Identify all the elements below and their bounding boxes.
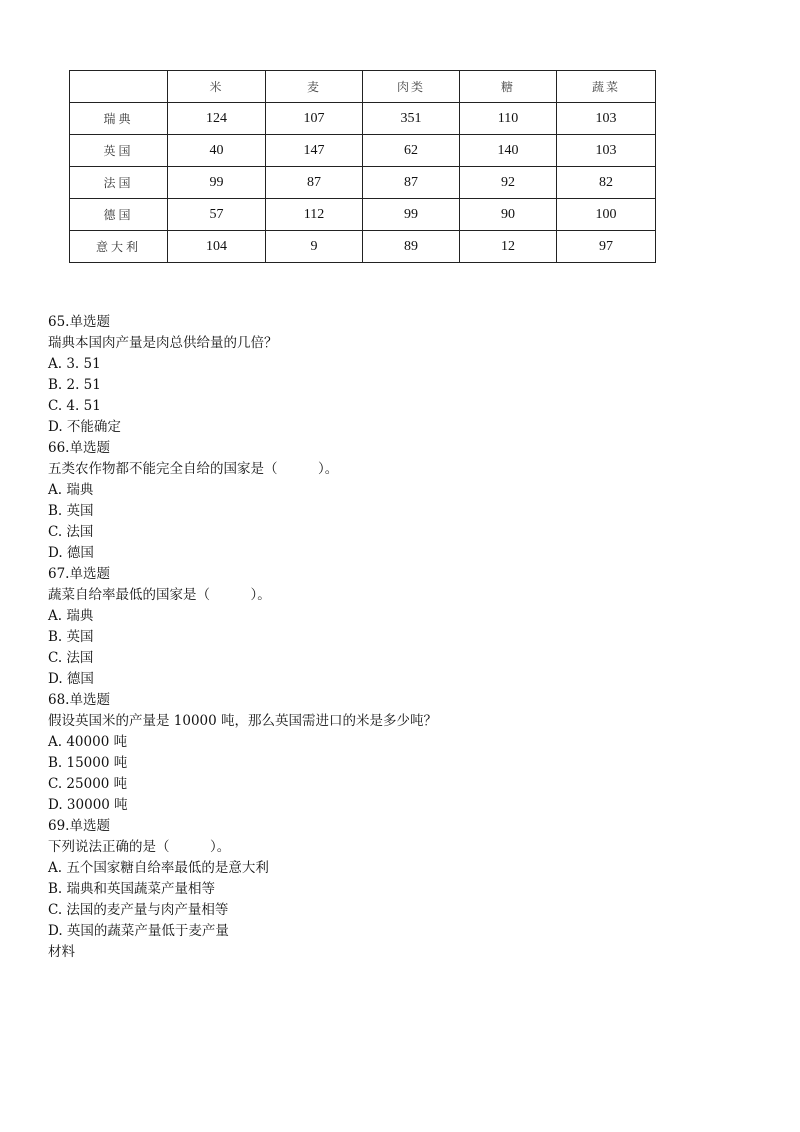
table-cell: 90: [460, 199, 557, 231]
table-cell: 9: [266, 231, 363, 263]
table-row: [70, 231, 656, 263]
answer-option: D. 德国: [48, 671, 94, 687]
answer-option: D. 不能确定: [48, 419, 121, 435]
question-stem: 五类农作物都不能完全自给的国家是（ ）。: [48, 461, 339, 477]
table-row-header: 瑞典: [70, 103, 168, 135]
table-header-cell: 麦: [266, 71, 363, 103]
table-row: [70, 135, 656, 167]
table-header-row: [70, 71, 656, 103]
table-cell: 40: [168, 135, 266, 167]
table-cell: 110: [460, 103, 557, 135]
question-stem: 蔬菜自给率最低的国家是（ ）。: [48, 587, 271, 603]
table-cell: 82: [557, 167, 656, 199]
question-number: 68.单选题: [48, 692, 110, 708]
table-cell: 12: [460, 231, 557, 263]
table-row-header: 法国: [70, 167, 168, 199]
table-header-cell: 肉类: [363, 71, 460, 103]
table-cell: 92: [460, 167, 557, 199]
table-cell: 107: [266, 103, 363, 135]
question-stem: 假设英国米的产量是 10000 吨，那么英国需进口的米是多少吨？: [48, 713, 438, 729]
table-row: [70, 167, 656, 199]
table-cell: 89: [363, 231, 460, 263]
answer-option: A. 3. 51: [48, 356, 101, 372]
table-cell: 87: [363, 167, 460, 199]
answer-option: B. 15000 吨: [48, 755, 128, 771]
table-cell: 140: [460, 135, 557, 167]
table-row-header: 德国: [70, 199, 168, 231]
table-cell: 124: [168, 103, 266, 135]
table-cell: 99: [363, 199, 460, 231]
answer-option: A. 瑞典: [48, 608, 94, 624]
table-cell: 112: [266, 199, 363, 231]
answer-option: C. 法国: [48, 524, 94, 540]
question-number: 67.单选题: [48, 566, 110, 582]
answer-option: C. 法国的麦产量与肉产量相等: [48, 902, 229, 918]
table-cell: 87: [266, 167, 363, 199]
answer-option: C. 4. 51: [48, 398, 101, 414]
question-list: [48, 312, 768, 963]
table-cell: 99: [168, 167, 266, 199]
question-number: 66.单选题: [48, 440, 110, 456]
table-cell: 103: [557, 135, 656, 167]
question-number: 65.单选题: [48, 314, 110, 330]
question-stem: 下列说法正确的是（ ）。: [48, 839, 231, 855]
table-header-cell: 糖: [460, 71, 557, 103]
answer-option: B. 2. 51: [48, 377, 101, 393]
answer-option: B. 英国: [48, 503, 94, 519]
self-sufficiency-table: [69, 70, 656, 263]
answer-option: C. 法国: [48, 650, 94, 666]
table-cell: 57: [168, 199, 266, 231]
answer-option: C. 25000 吨: [48, 776, 128, 792]
table-cell: 100: [557, 199, 656, 231]
answer-option: B. 英国: [48, 629, 94, 645]
question-number: 69.单选题: [48, 818, 110, 834]
answer-option: B. 瑞典和英国蔬菜产量相等: [48, 881, 216, 897]
table-cell: 147: [266, 135, 363, 167]
table-row-header: 意大利: [70, 231, 168, 263]
table-header-cell: 蔬菜: [557, 71, 656, 103]
table-row-header: 英国: [70, 135, 168, 167]
table-cell: 104: [168, 231, 266, 263]
table-cell: 351: [363, 103, 460, 135]
answer-option: A. 40000 吨: [48, 734, 128, 750]
table-row: [70, 103, 656, 135]
table-header-cell: 米: [168, 71, 266, 103]
table-cell: 62: [363, 135, 460, 167]
answer-option: D. 30000 吨: [48, 797, 128, 813]
question-stem: 瑞典本国肉产量是肉总供给量的几倍？: [48, 335, 278, 351]
answer-option: A. 瑞典: [48, 482, 94, 498]
answer-option: A. 五个国家糖自给率最低的是意大利: [48, 860, 269, 876]
answer-option: D. 英国的蔬菜产量低于麦产量: [48, 923, 229, 939]
table-row: [70, 199, 656, 231]
table-cell: 103: [557, 103, 656, 135]
table-header-cell: [70, 71, 168, 103]
table-cell: 97: [557, 231, 656, 263]
section-label: 材料: [48, 944, 75, 960]
answer-option: D. 德国: [48, 545, 94, 561]
